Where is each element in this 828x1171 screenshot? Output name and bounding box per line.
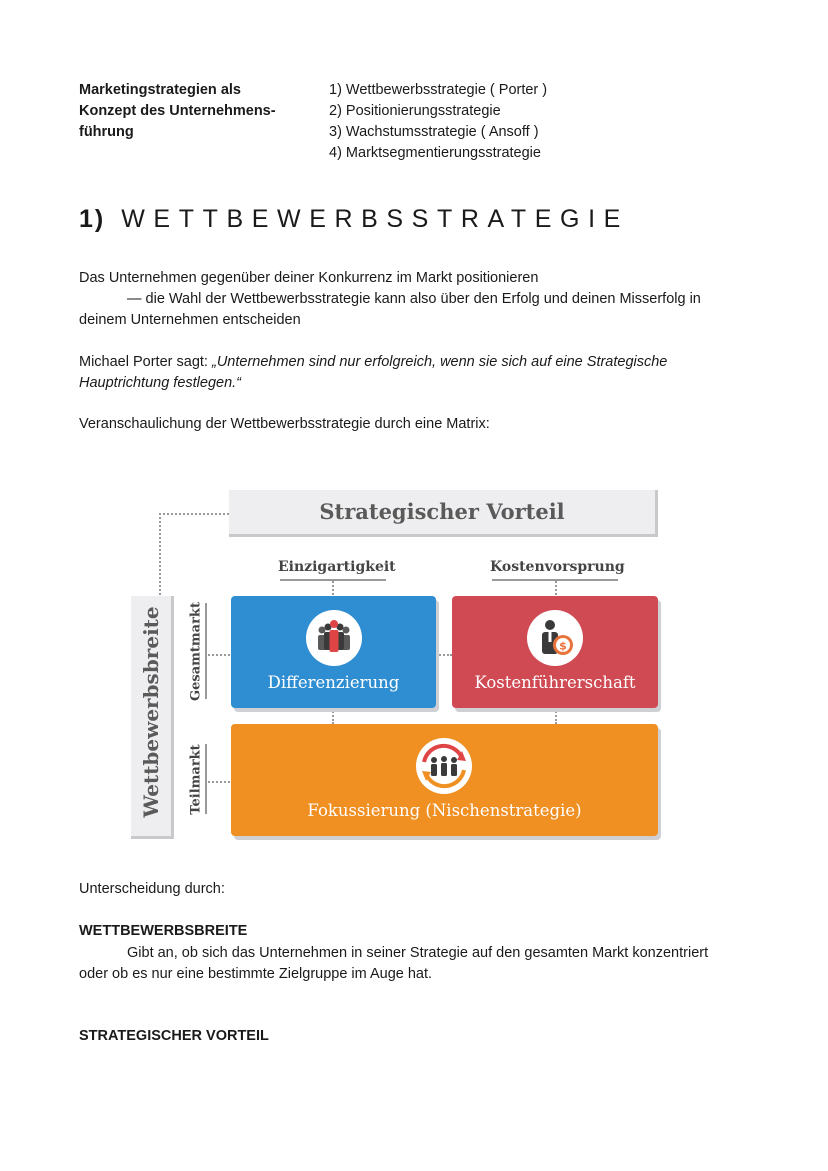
connector-line [555, 581, 557, 595]
intro-title-line: Marketingstrategien als [79, 82, 241, 98]
side-header-label: Wettbewerbsbreite [139, 606, 163, 818]
connector-line [208, 781, 230, 783]
connector-line [436, 654, 452, 656]
intro-title-line: führung [79, 124, 134, 140]
list-item: 2) Positionierungsstrategie [329, 103, 501, 119]
column-label-cost: Kostenvorsprung [490, 559, 625, 575]
row-underline [205, 744, 207, 814]
list-item: 1) Wettbewerbsstrategie ( Porter ) [329, 82, 548, 98]
row-label-total-market: Gesamtmarkt [188, 602, 204, 701]
paragraph-porter-quote [79, 352, 759, 394]
column-label-uniqueness: Einzigartigkeit [278, 559, 396, 575]
paragraph-line: — die Wahl der Wettbewerbsstrategie kann also über den Erfolg und deinen Misserfolg in [127, 291, 701, 307]
paragraph-line: deinem Unternehmen entscheiden [79, 312, 301, 328]
header-label: Strategischer Vorteil [319, 499, 565, 524]
strategy-matrix [120, 480, 680, 860]
quote-text: „Unternehmen sind nur erfolgreich, wenn sie sich auf eine Strategische [211, 354, 668, 370]
list-item: 3) Wachstumsstrategie ( Ansoff ) [329, 124, 539, 140]
cell-label: Fokussierung (Nischenstrategie) [307, 801, 582, 820]
connector-line [159, 513, 229, 515]
connector-line [332, 708, 334, 724]
section-title [79, 205, 629, 234]
paragraph-line: Unterscheidung durch: [79, 881, 225, 897]
row-underline [205, 603, 207, 699]
section-title-text: WETTBEWERBSSTRATEGIE [121, 205, 629, 233]
group-cycle-icon [416, 738, 472, 794]
strategic-advantage-header [229, 490, 658, 537]
paragraph-positioning [79, 268, 759, 331]
intro-title [79, 80, 309, 143]
quote-text: Hauptrichtung festlegen.“ [79, 375, 242, 391]
intro-title-line: Konzept des Unternehmens- [79, 103, 276, 119]
connector-line [208, 654, 230, 656]
strategy-list [329, 80, 547, 164]
paragraph-line: oder ob es nur eine bestimmte Zielgruppe im Auge hat. [79, 966, 433, 982]
cell-label: Kostenführerschaft [474, 673, 636, 692]
paragraph-line: Das Unternehmen gegenüber deiner Konkurrenz im Markt positionieren [79, 270, 539, 286]
paragraph-competitive-scope [79, 943, 759, 985]
list-item: 4) Marktsegmentierungsstrategie [329, 145, 541, 161]
connector-line [332, 581, 334, 595]
section-number: 1) [79, 205, 106, 233]
svg-text:$: $ [559, 639, 567, 653]
heading-strategic-advantage: STRATEGISCHER VORTEIL [79, 1028, 269, 1044]
cell-differentiation [231, 596, 436, 708]
quote-prefix: Michael Porter sagt: [79, 354, 212, 370]
row-label-submarket: Teilmarkt [188, 744, 204, 815]
cell-label: Differenzierung [267, 673, 400, 692]
heading-competitive-scope: WETTBEWERBSBREITE [79, 923, 248, 939]
paragraph-distinction [79, 879, 759, 900]
cell-cost-leadership [452, 596, 658, 708]
businessman-money-icon [527, 610, 583, 666]
connector-line [555, 708, 557, 724]
paragraph-matrix-intro [79, 414, 759, 435]
paragraph-line: Gibt an, ob sich das Unternehmen in seiner Strategie auf den gesamten Markt konzentriert [127, 945, 709, 961]
cell-focus [231, 724, 658, 836]
paragraph-line: Veranschaulichung der Wettbewerbsstrategie durch eine Matrix: [79, 416, 490, 432]
competitive-scope-header [131, 596, 174, 839]
team-icon [306, 610, 362, 666]
connector-line [159, 513, 161, 599]
